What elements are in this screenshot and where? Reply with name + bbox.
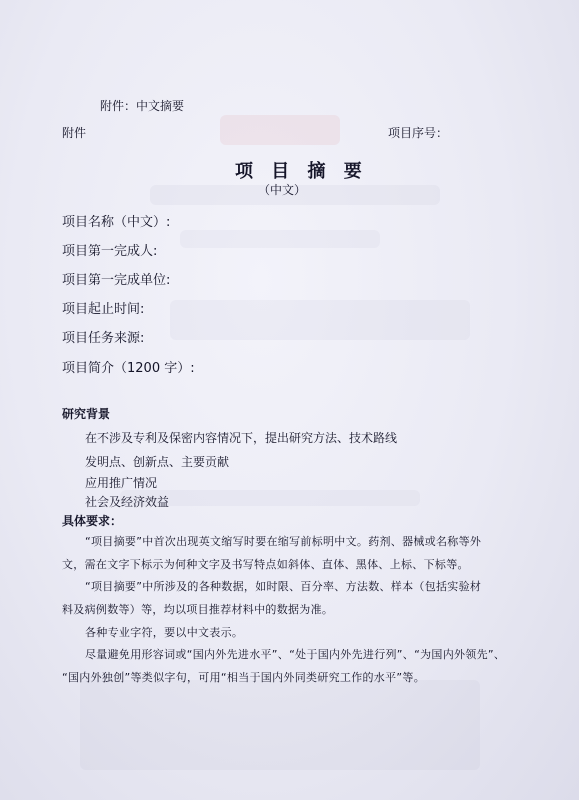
background-item: 发明点、创新点、主要贡献 xyxy=(85,455,230,469)
bleed-through-mark xyxy=(170,300,470,340)
background-heading: 研究背景 xyxy=(62,407,111,421)
background-item: 应用推广情况 xyxy=(85,476,158,490)
requirement-line: 文，需在文字下标示为何种文字及书写特点如斜体、直体、黑体、上标、下标等。 xyxy=(62,558,469,571)
bleed-through-mark xyxy=(180,230,380,248)
requirements-heading: 具体要求： xyxy=(62,514,123,528)
requirement-line: 料及病例数等）等，均以项目推荐材料中的数据为准。 xyxy=(62,603,334,616)
field-first-person: 项目第一完成人: xyxy=(62,244,158,259)
requirement-line: 各种专业字符，要以中文表示。 xyxy=(85,626,244,639)
project-number-label: 项目序号： xyxy=(388,126,449,140)
field-task-source: 项目任务来源: xyxy=(62,331,145,346)
field-project-name: 项目名称（中文）: xyxy=(62,215,171,230)
background-item: 在不涉及专利及保密内容情况下，提出研究方法、技术路线 xyxy=(85,431,398,445)
field-period: 项目起止时间: xyxy=(62,302,145,317)
background-item: 社会及经济效益 xyxy=(85,495,170,509)
bleed-through-mark xyxy=(80,680,480,770)
requirement-line: “国内外独创”等类似字句，可用“相当于国内外同类研究工作的水平”等。 xyxy=(62,671,425,684)
field-first-unit: 项目第一完成单位: xyxy=(62,273,171,288)
bleed-through-mark xyxy=(220,115,340,145)
attachment-title: 附件：中文摘要 xyxy=(100,99,185,113)
requirement-line: “项目摘要”中首次出现英文缩写时要在缩写前标明中文。药剂、器械或名称等外 xyxy=(85,535,482,548)
attachment-label: 附件 xyxy=(62,126,87,140)
requirement-line: 尽量避免用形容词或“国内外先进水平”、“处于国内外先进行列”、“为国内外领先”、 xyxy=(85,648,506,661)
field-introduction: 项目简介（1200 字）: xyxy=(62,361,195,376)
requirement-line: “项目摘要”中所涉及的各种数据，如时限、百分率、方法数、样本（包括实验材 xyxy=(85,580,482,593)
page-title: 项 目 摘 要 xyxy=(235,161,368,182)
page-subtitle: （中文） xyxy=(258,183,307,197)
